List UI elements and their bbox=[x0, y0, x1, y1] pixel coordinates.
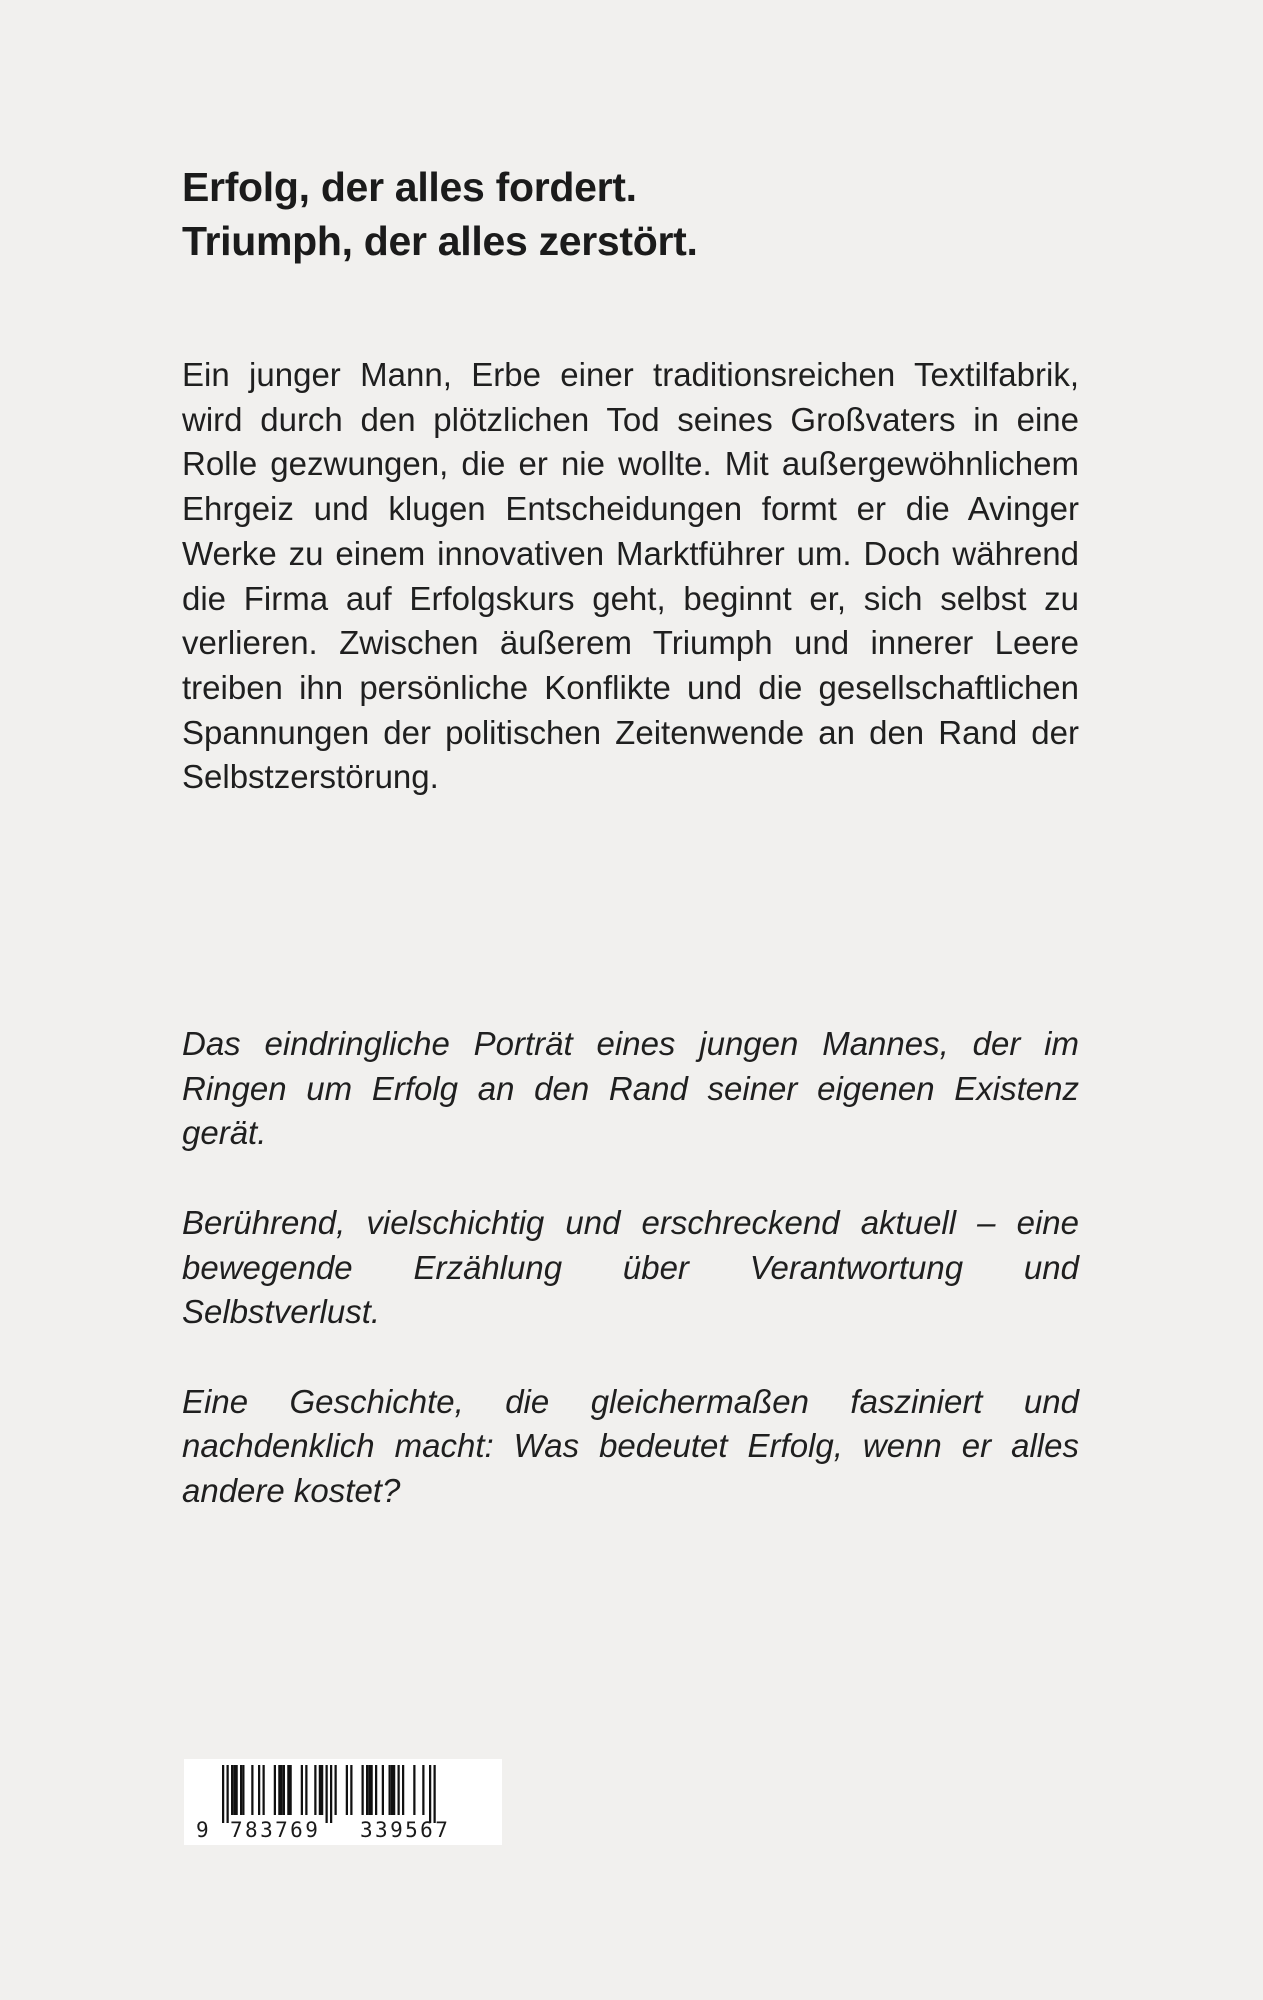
barcode-bar bbox=[233, 1765, 235, 1815]
barcode-bar bbox=[434, 1765, 436, 1823]
barcode-bar bbox=[391, 1765, 393, 1815]
barcode-bar bbox=[319, 1765, 321, 1815]
quote-3: Eine Geschichte, die gleichermaßen fasziniert und nachdenklich macht: Was bedeutet Erfolg, wenn er alles andere kostet? bbox=[182, 1382, 1079, 1509]
barcode-bar bbox=[422, 1765, 424, 1815]
barcode-bar bbox=[393, 1765, 395, 1815]
barcode-bar bbox=[326, 1765, 328, 1823]
barcode-bar bbox=[258, 1765, 260, 1815]
barcode-bar bbox=[350, 1765, 352, 1815]
isbn-barcode bbox=[184, 1759, 502, 1845]
barcode-bar bbox=[290, 1765, 292, 1815]
barcode-bar bbox=[346, 1765, 348, 1815]
barcode-bar bbox=[231, 1765, 233, 1815]
barcode-bar bbox=[402, 1765, 404, 1815]
barcode-bar bbox=[330, 1765, 332, 1823]
barcode-bar bbox=[240, 1765, 242, 1815]
barcode-bar bbox=[366, 1765, 368, 1815]
barcode-bar bbox=[301, 1765, 303, 1815]
review-quotes bbox=[182, 1022, 1079, 1558]
barcode-bar bbox=[398, 1765, 400, 1815]
barcode-left-digits: 783769 bbox=[230, 1818, 321, 1842]
synopsis bbox=[182, 353, 1079, 800]
barcode-bar bbox=[263, 1765, 265, 1815]
tagline-line-2: Triumph, der alles zerstört. bbox=[182, 218, 698, 264]
barcode-bar bbox=[413, 1765, 415, 1815]
barcode-bar bbox=[389, 1765, 391, 1815]
tagline-line-1: Erfolg, der alles fordert. bbox=[182, 164, 637, 210]
barcode-bar bbox=[281, 1765, 283, 1815]
barcode-bar bbox=[375, 1765, 377, 1815]
synopsis-text: Ein junger Mann, Erbe einer traditionsreichen Textilfabrik, wird durch den plötzlichen Tod seines Großvaters in eine Rolle gezwungen, die er nie wollte. Mit außergewöhnlichem Ehrgeiz und klugen Entscheidungen formt er die Avinger Werke zu einem innovativen Marktführer um. Doch während die Firma auf Erfolgskurs geht, beginnt er, sich selbst zu verlieren. Zwischen äußerem Triumph und innerer Leere treiben ihn persönliche Konflikte und die gesellschaftlichen Spannungen der politischen Zeitenwende an den Rand der Selbstzerstörung. bbox=[182, 356, 1079, 796]
barcode-bar bbox=[305, 1765, 307, 1815]
barcode-bar bbox=[362, 1765, 364, 1815]
quote-2: Berührend, vielschichtig und erschreckend aktuell – eine bewegende Erzählung über Verantwortung und Selbstverlust. bbox=[182, 1203, 1079, 1331]
tagline bbox=[182, 160, 1082, 268]
barcode-bar bbox=[429, 1765, 431, 1823]
barcode-bar bbox=[222, 1765, 224, 1823]
barcode-bar bbox=[321, 1765, 323, 1815]
barcode-bar bbox=[242, 1765, 244, 1815]
barcode-bar bbox=[236, 1765, 238, 1815]
barcode-bar bbox=[283, 1765, 285, 1815]
barcode-first-digit: 9 bbox=[196, 1818, 212, 1842]
barcode-bar bbox=[251, 1765, 253, 1815]
barcode-bar bbox=[287, 1765, 289, 1815]
barcode-bar bbox=[274, 1765, 276, 1815]
barcode-right-digits: 339567 bbox=[360, 1818, 451, 1842]
quote-1: Das eindringliche Porträt eines jungen Mannes, der im Ringen um Erfolg an den Rand seiner eigenen Existenz gerät. bbox=[182, 1025, 1079, 1152]
barcode-bar bbox=[227, 1765, 229, 1823]
barcode-bar bbox=[335, 1765, 337, 1815]
barcode-bar bbox=[371, 1765, 373, 1815]
barcode-bar bbox=[382, 1765, 384, 1815]
barcode-bar bbox=[368, 1765, 370, 1815]
barcode-bar bbox=[314, 1765, 316, 1815]
barcode-bar bbox=[278, 1765, 280, 1815]
